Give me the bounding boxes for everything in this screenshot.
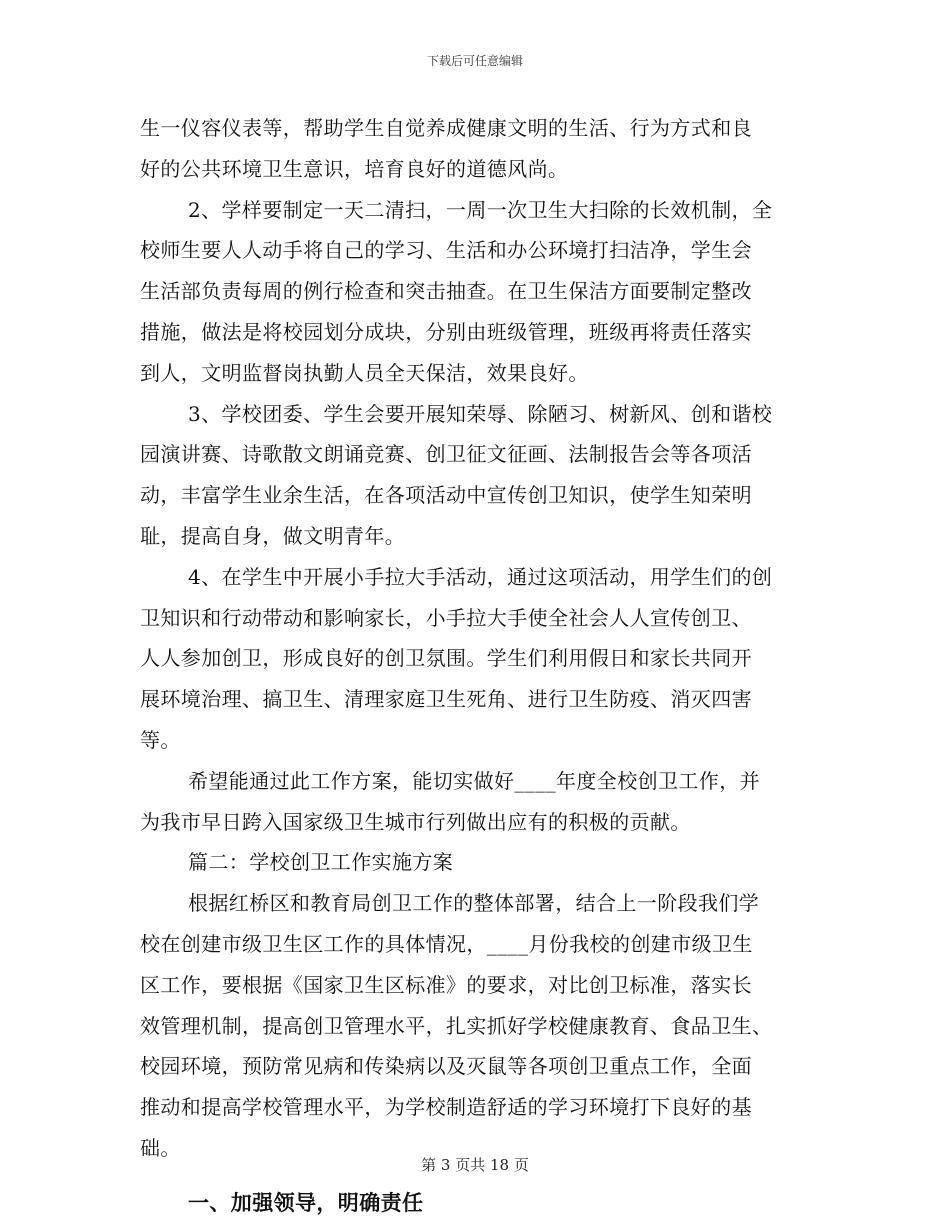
document-body	[140, 108, 820, 1225]
text-line: 生活部负责每周的例行检查和突击抽查。在卫生保洁方面要制定整改	[140, 279, 752, 304]
text-line: 效管理机制，提高创卫管理水平，扎实抓好学校健康教育、食品卫生、	[140, 1013, 773, 1038]
text-line: 措施，做法是将校园划分成块，分别由班级管理，班级再将责任落实	[140, 319, 752, 344]
text-line: 到人，文明监督岗执勤人员全天保洁，效果良好。	[140, 360, 589, 385]
text-line: 耻，提高自身，做文明青年。	[140, 523, 406, 548]
text-line: 2、学样要制定一天二清扫，一周一次卫生大扫除的长效机制，全	[188, 197, 773, 222]
text-line: 区工作，要根据《国家卫生区标准》的要求，对比创卫标准，落实长	[140, 972, 752, 997]
text-line: 根据红桥区和教育局创卫工作的整体部署，结合上一阶段我们学	[188, 891, 760, 916]
text-line: 础。	[140, 1135, 181, 1160]
text-line: 希望能通过此工作方案，能切实做好____年度全校创卫工作，并	[188, 768, 760, 793]
text-line: 为我市早日跨入国家级卫生城市行列做出应有的积极的贡献。	[140, 809, 691, 834]
text-line: 4、在学生中开展小手拉大手活动，通过这项活动，用学生们的创	[188, 564, 773, 589]
text-line: 篇二：学校创卫工作实施方案	[188, 850, 454, 875]
paragraph-lines	[140, 108, 820, 1169]
text-line: 人人参加创卫，形成良好的创卫氛围。学生们利用假日和家长共同开	[140, 646, 752, 671]
text-line: 校园环境，预防常见病和传染病以及灭鼠等各项创卫重点工作，全面	[140, 1054, 752, 1079]
text-line: 生一仪容仪表等，帮助学生自觉养成健康文明的生活、行为方式和良	[140, 116, 752, 140]
text-line: 展环境治理、搞卫生、清理家庭卫生死角、进行卫生防疫、消灭四害	[140, 687, 752, 712]
text-line: 好的公共环境卫生意识，培育良好的道德风尚。	[140, 156, 569, 181]
text-line: 校在创建市级卫生区工作的具体情况，____月份我校的创建市级卫生	[140, 931, 753, 956]
page-footer: 第 3 页共 18 页	[421, 1156, 529, 1174]
section-heading: 一、加强领导，明确责任	[188, 1189, 424, 1215]
text-line: 3、学校团委、学生会要开展知荣辱、除陋习、树新风、创和谐校	[188, 401, 773, 426]
page-header: 下载后可任意编辑	[426, 54, 523, 68]
text-line: 推动和提高学校管理水平，为学校制造舒适的学习环境打下良好的基	[140, 1095, 752, 1120]
text-line: 校师生要人人动手将自己的学习、生活和办公环境打扫洁净，学生会	[140, 238, 752, 263]
text-line: 卫知识和行动带动和影响家长，小手拉大手使全社会人人宣传创卫、	[140, 605, 752, 630]
text-line: 园演讲赛、诗歌散文朗诵竞赛、创卫征文征画、法制报告会等各项活	[140, 442, 752, 467]
text-line: 动，丰富学生业余生活，在各项活动中宣传创卫知识，使学生知荣明	[140, 483, 752, 508]
text-line: 等。	[140, 727, 181, 752]
